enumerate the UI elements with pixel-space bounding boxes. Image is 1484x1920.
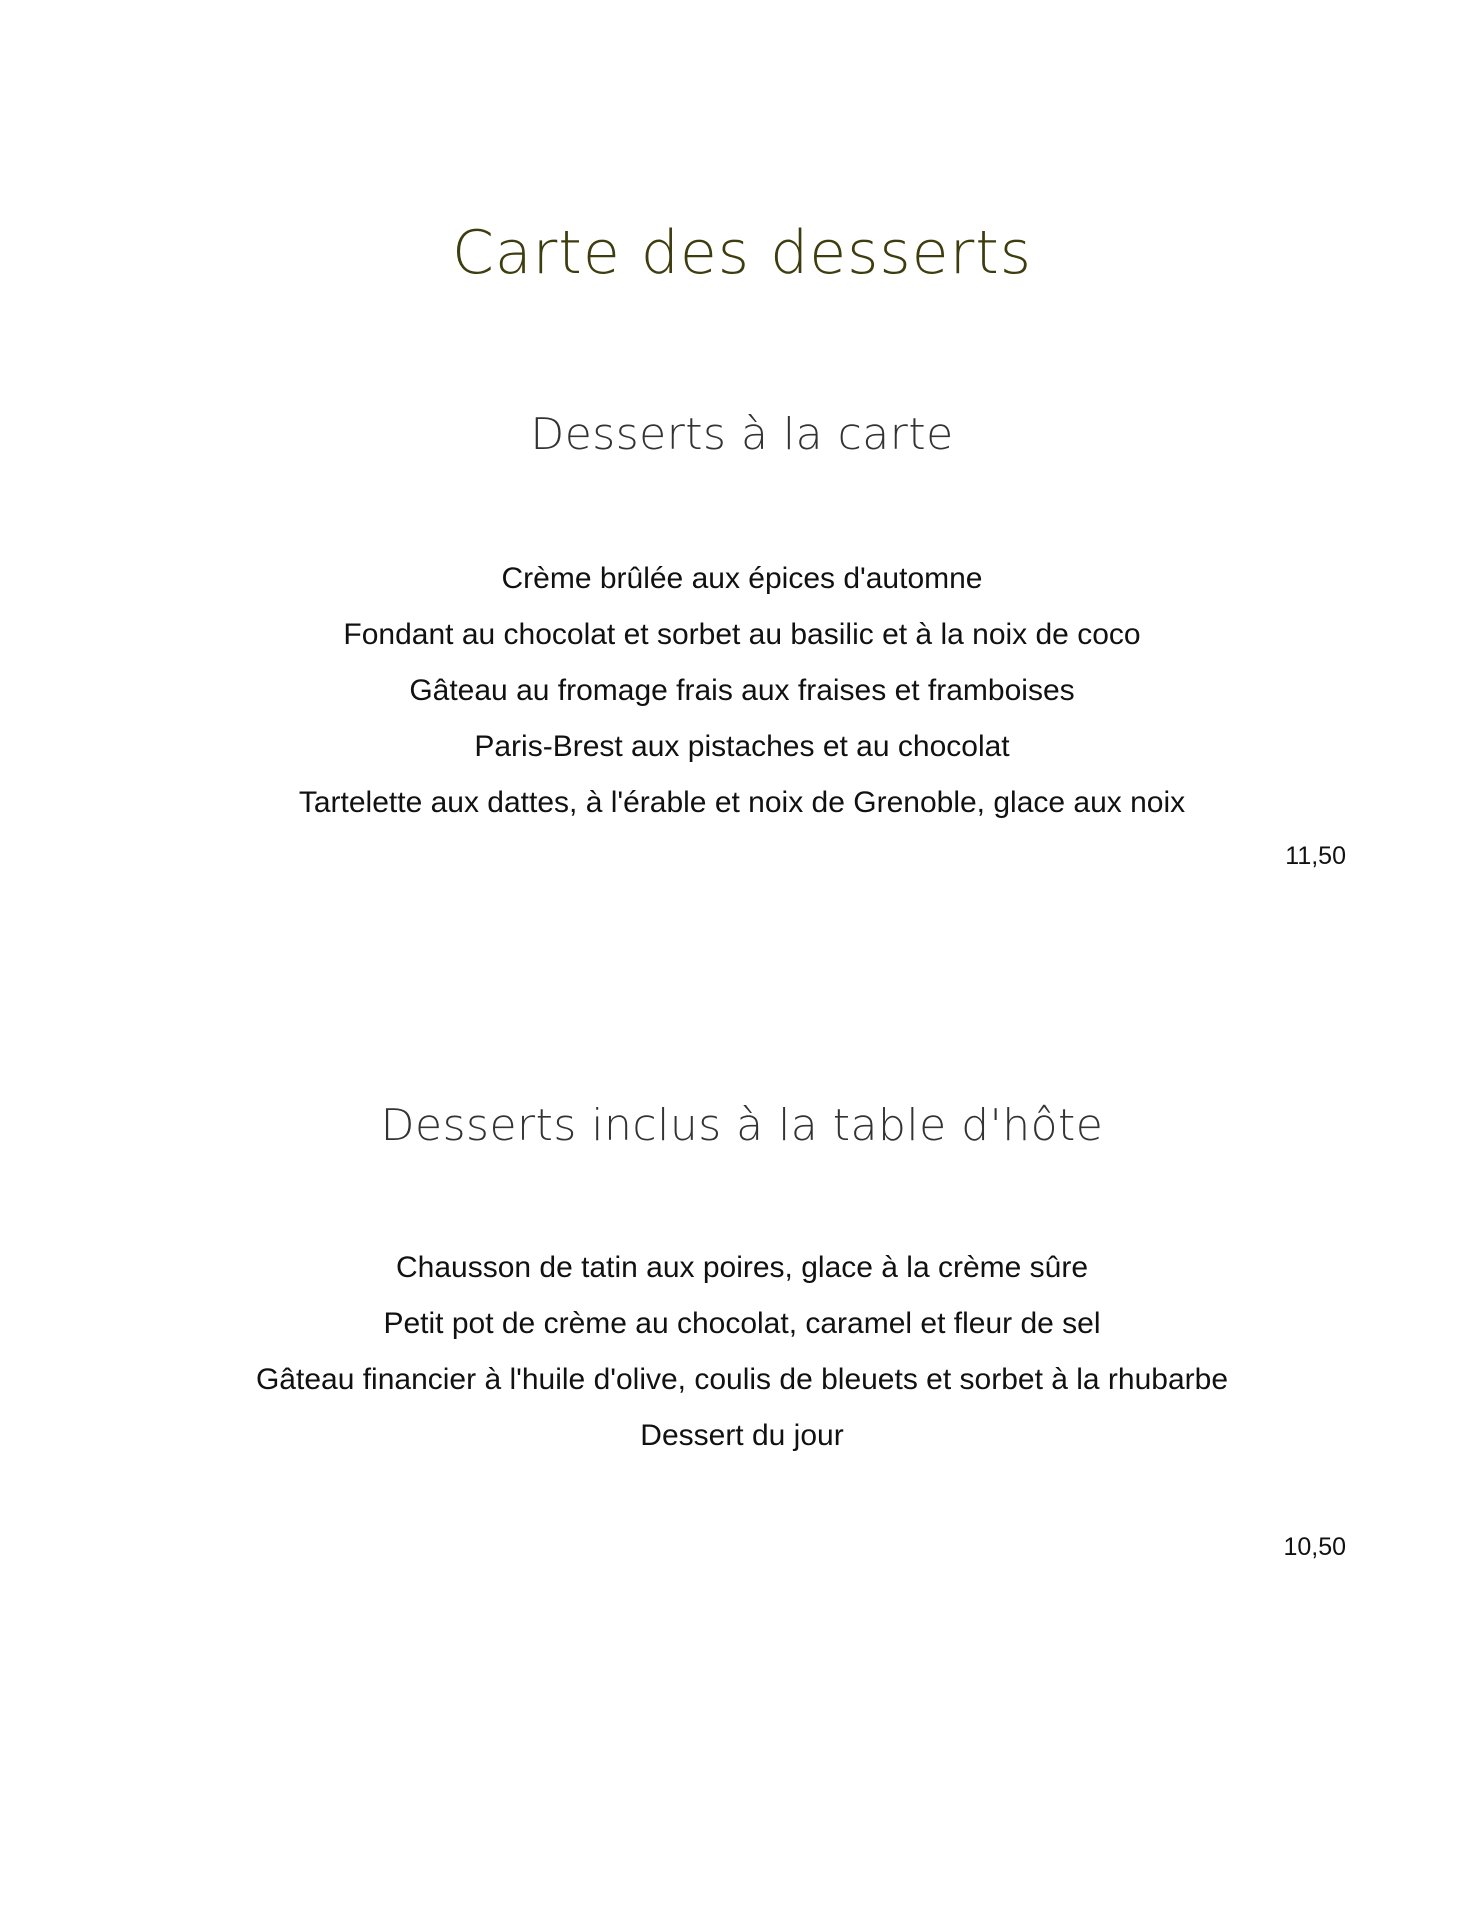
list-item: Crème brûlée aux épices d'automne [501,562,983,595]
dessert-list-table-d-hote [0,1240,1484,1464]
section-heading-a-la-carte: Desserts à la carte [530,409,954,460]
dessert-list-a-la-carte [0,551,1484,831]
list-item: Chausson de tatin aux poires, glace à la crème sûre [395,1251,1089,1284]
list-item: Gâteau au fromage frais aux fraises et framboises [409,674,1075,707]
list-item: Dessert du jour [640,1419,844,1452]
section-heading-table-d-hote: Desserts inclus à la table d'hôte [380,1100,1104,1151]
list-item: Tartelette aux dattes, à l'érable et noix de Grenoble, glace aux noix [298,786,1186,819]
price-a-la-carte: 11,50 [1285,842,1346,870]
list-item: Gâteau financier à l'huile d'olive, coulis de bleuets et sorbet à la rhubarbe [255,1363,1229,1396]
list-item: Petit pot de crème au chocolat, caramel et fleur de sel [383,1307,1101,1340]
list-item: Fondant au chocolat et sorbet au basilic et à la noix de coco [343,618,1141,651]
list-item: Paris-Brest aux pistaches et au chocolat [474,730,1010,763]
page-title: Carte des desserts [451,218,1033,289]
price-table-d-hote: 10,50 [1283,1533,1346,1561]
